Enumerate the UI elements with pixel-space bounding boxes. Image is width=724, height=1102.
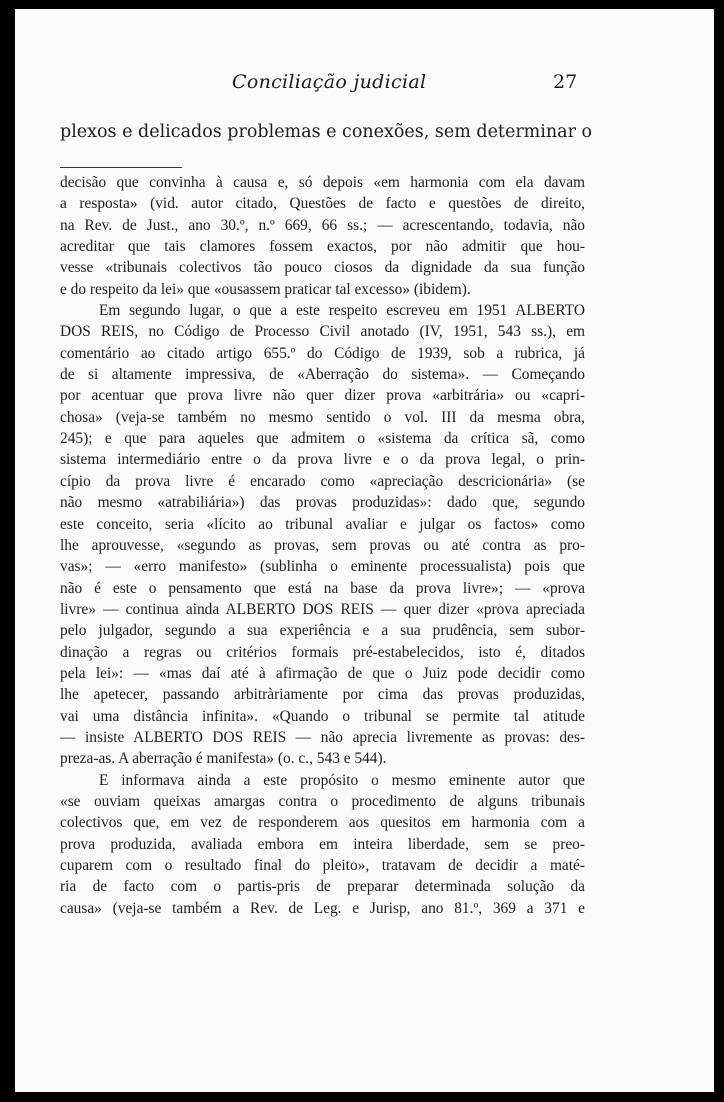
footnote-line: livre» — continua ainda ALBERTO DOS REIS — quer dizer «prova apreciada [60, 600, 585, 618]
footnote-line: não é este o pensamento que está na base da prova livre»; — «prova [60, 579, 585, 597]
footnote-line: 245); e que para aqueles que admitem o «sistema da crítica sã, como [60, 430, 585, 448]
footnote-line: «se ouviam queixas amargas contra o procedimento de alguns tribunais [60, 792, 585, 810]
footnote-line: — insiste ALBERTO DOS REIS — não aprecia livremente as provas: des- [60, 728, 585, 746]
footnote-separator [60, 167, 182, 168]
footnote-line: cuparem com o resultado final do pleito», tratavam de decidir a maté- [60, 857, 585, 874]
footnote-line: na Rev. de Just., ano 30.º, n.º 669, 66 ss.; — acrescentando, todavia, não [60, 216, 585, 234]
footnote-line: lhe apetecer, passando arbitràriamente por cima das provas produzidas, [60, 686, 585, 704]
footnote-line: este conceito, seria «lícito ao tribunal avaliar e julgar os factos» como [60, 515, 585, 533]
footnote-line: decisão que convinha à causa e, só depois «em harmonia com ela davam [60, 174, 585, 191]
book-page [15, 9, 714, 1092]
footnote-line: E informava ainda a este propósito o mesmo eminente autor que [99, 771, 585, 789]
footnote-line: cípio da prova livre é encarado como «apreciação descricionária» (se [60, 472, 585, 490]
footnote-line: causa» (veja-se também a Rev. de Leg. e Jurisp, ano 81.º, 369 a 371 e [60, 899, 585, 917]
footnote-line: vas»; — «erro manifesto» (sublinha o eminente processualista) pois que [60, 558, 585, 576]
running-title: Conciliação judicial [232, 71, 427, 93]
footnote-line: de si altamente impressiva, de «Aberração do sistema». — Começando [60, 366, 585, 384]
footnote-line: Em segundo lugar, o que a este respeito escreveu em 1951 ALBERTO [99, 302, 585, 320]
footnote-line: sistema intermediário entre o da prova livre e o da prova legal, o prin- [60, 451, 585, 469]
footnote-line: chosa» (veja-se também no mesmo sentido o vol. III da mesma obra, [60, 408, 585, 426]
footnote-line: preza-as. A aberração é manifesta» (o. c., 543 e 544). [60, 750, 387, 768]
footnote-line: vesse «tribunais colectivos tão pouco ciosos da dignidade da sua função [60, 259, 585, 277]
footnote-line: dinação a regras ou critérios formais pré-estabelecidos, isto é, ditados [60, 643, 585, 661]
footnote-line: pela lei»: — «mas daí até à afirmação de que o Juiz pode decidir como [60, 664, 585, 682]
footnote-line: comentário ao citado artigo 655.º do Código de 1939, sob a rubrica, já [60, 344, 585, 362]
page-number: 27 [553, 71, 578, 93]
footnote [60, 172, 585, 919]
footnote-line: acreditar que tais clamores fossem exactos, por não admitir que hou- [60, 238, 585, 256]
running-header [15, 71, 714, 99]
footnote-line: não mesmo «atrabiliária») das provas produzidas»: dado que, segundo [60, 494, 585, 512]
footnote-line: a resposta» (vid. autor citado, Questões de facto e questões de direito, [60, 195, 585, 213]
body-text-line: plexos e delicados problemas e conexões, sem determinar o [60, 122, 593, 142]
footnote-line: pelo julgador, segundo a sua experiência e a sua prudência, sem subor- [60, 622, 585, 640]
footnote-line: ria de facto com o partis-pris de preparar determinada solução da [60, 878, 585, 896]
footnote-line: prova produzida, avaliada embora em inteira liberdade, sem se preo- [60, 835, 585, 853]
footnote-line: lhe aprouvesse, «segundo as provas, sem provas ou até contra as pro- [60, 536, 585, 554]
footnote-line: colectivos que, em vez de responderem aos quesitos em harmonia com a [60, 814, 585, 832]
footnote-line: vai uma distância infinita». «Quando o tribunal se permite tal atitude [60, 707, 585, 725]
footnote-line: por acentuar que prova livre não quer dizer prova «arbitrária» ou «capri- [60, 387, 585, 405]
footnote-line: DOS REIS, no Código de Processo Civil anotado (IV, 1951, 543 ss.), em [60, 323, 585, 341]
footnote-line: e do respeito da lei» que «ousassem praticar tal excesso» (ibidem). [60, 280, 471, 298]
